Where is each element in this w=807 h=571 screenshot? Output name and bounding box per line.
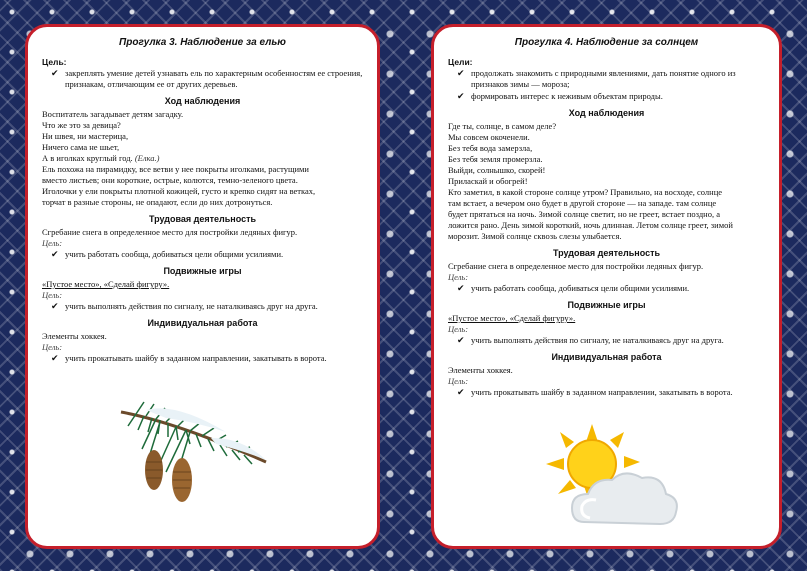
- text-line: Иголочки у ели покрыты плотной кожицей, густо и крепко сидят на ветках,: [42, 186, 316, 196]
- goal-label: Цель:: [42, 342, 63, 352]
- text-line: Кто заметил, в какой стороне солнце утром? Правильно, на восходе, солнце: [448, 187, 723, 197]
- text-line: вместо листьев; они короткие, острые, колются, темно-зеленого цвета.: [42, 175, 298, 185]
- riddle-answer: (Елка.): [134, 153, 160, 163]
- check-icon: ✔: [51, 301, 59, 311]
- text-line: Ни швея, ни мастерица,: [42, 131, 129, 141]
- goal-label: Цели:: [448, 57, 473, 67]
- check-icon: ✔: [457, 335, 465, 345]
- goal-item: ✔ учить работать сообща, добиваться цели общими усилиями.: [457, 283, 690, 293]
- text-line: торчат в разные стороны, не опадают, если до них дотронуться.: [42, 197, 273, 207]
- text-line: ложится рано. День зимой короткий, ночь длинная. Летом солнце греет, зимой: [448, 220, 733, 230]
- goal-item: ✔ учить прокатывать шайбу в заданном направлении, закатывать в ворота.: [457, 387, 733, 397]
- spruce-branch-icon: [116, 392, 276, 502]
- check-icon: ✔: [457, 387, 465, 397]
- text-line: Ель похожа на пирамидку, все ветви у нее покрыты иголками, растущими: [42, 164, 309, 174]
- text-line: будет прятаться на ночь. Зимой солнце светит, но не греет, встает поздно, а: [448, 209, 720, 219]
- goal-item: ✔ закреплять умение детей узнавать ель по характерным особенностям ее строения, признакам, отличающим ее от других деревьев.: [51, 68, 363, 89]
- goal-item: ✔ продолжать знакомить с природными явлениями, дать понятие одного из признаков зимы — мороза;: [457, 68, 736, 89]
- text-line: Мы совсем окоченели.: [448, 132, 530, 142]
- text-line: Сгребание снега в определенное место для постройки ледяных фигур.: [448, 261, 704, 271]
- left-page: [25, 24, 380, 549]
- goal-item: ✔ формировать интерес к неживым объектам природы.: [457, 91, 663, 101]
- text-line: Без тебя земля промерзла.: [448, 154, 543, 164]
- goal-label: Цель:: [42, 57, 67, 67]
- goal-label: Цель:: [448, 324, 469, 334]
- section-heading: Подвижные игры: [567, 300, 646, 310]
- check-icon: ✔: [457, 91, 465, 101]
- text-line: Где ты, солнце, в самом деле?: [448, 121, 557, 131]
- section-heading: Трудовая деятельность: [552, 248, 661, 258]
- text-line: Элементы хоккея.: [42, 331, 107, 341]
- goal-item: ✔ учить выполнять действия по сигналу, не наталкиваясь друг на друга.: [51, 301, 318, 311]
- check-icon: ✔: [457, 283, 465, 293]
- section-heading: Индивидуальная работа: [551, 352, 662, 362]
- right-page: [431, 24, 782, 549]
- goal-item: ✔ учить выполнять действия по сигналу, не наталкиваясь друг на друга.: [457, 335, 724, 345]
- text-line: морозит. Зимой солнце сквозь слезы улыбается.: [448, 231, 622, 241]
- text-line: А в иголках круглый год. (Елка.): [42, 153, 160, 163]
- goal-label: Цель:: [42, 238, 63, 248]
- section-heading: Трудовая деятельность: [148, 214, 257, 224]
- text-line: Приласкай и обогрей!: [448, 176, 528, 186]
- check-icon: ✔: [51, 249, 59, 259]
- check-icon: ✔: [51, 353, 59, 363]
- goal-item: ✔ учить работать сообща, добиваться цели общими усилиями.: [51, 249, 284, 259]
- page-title: Прогулка 3. Наблюдение за елью: [119, 37, 286, 48]
- section-heading: Ход наблюдения: [164, 96, 241, 106]
- section-heading: Ход наблюдения: [568, 108, 645, 118]
- goal-item: ✔ учить прокатывать шайбу в заданном направлении, закатывать в ворота.: [51, 353, 327, 363]
- goal-label: Цель:: [42, 290, 63, 300]
- sun-cloud-icon: [544, 422, 684, 534]
- goal-label: Цель:: [448, 272, 469, 282]
- text-line: Что же это за девица?: [42, 120, 121, 130]
- games-list: «Пустое место», «Сделай фигуру».: [448, 313, 576, 323]
- text-line: Без тебя вода замерзла,: [448, 143, 533, 153]
- text-line: Сгребание снега в определенное место для постройки ледяных фигур.: [42, 227, 298, 237]
- section-heading: Подвижные игры: [163, 266, 242, 276]
- games-list: «Пустое место», «Сделай фигуру».: [42, 279, 170, 289]
- goal-label: Цель:: [448, 376, 469, 386]
- section-heading: Индивидуальная работа: [147, 318, 258, 328]
- text-line: Воспитатель загадывает детям загадку.: [42, 109, 184, 119]
- check-icon: ✔: [51, 68, 59, 78]
- check-icon: ✔: [457, 68, 465, 78]
- text-line: Элементы хоккея.: [448, 365, 513, 375]
- page-title: Прогулка 4. Наблюдение за солнцем: [514, 37, 699, 48]
- text-line: там встает, а вечером оно будет в другой стороне — на западе. там солнце: [448, 198, 717, 208]
- text-line: Ничего сама не шьет,: [42, 142, 120, 152]
- text-line: Выйди, солнышко, скорей!: [448, 165, 546, 175]
